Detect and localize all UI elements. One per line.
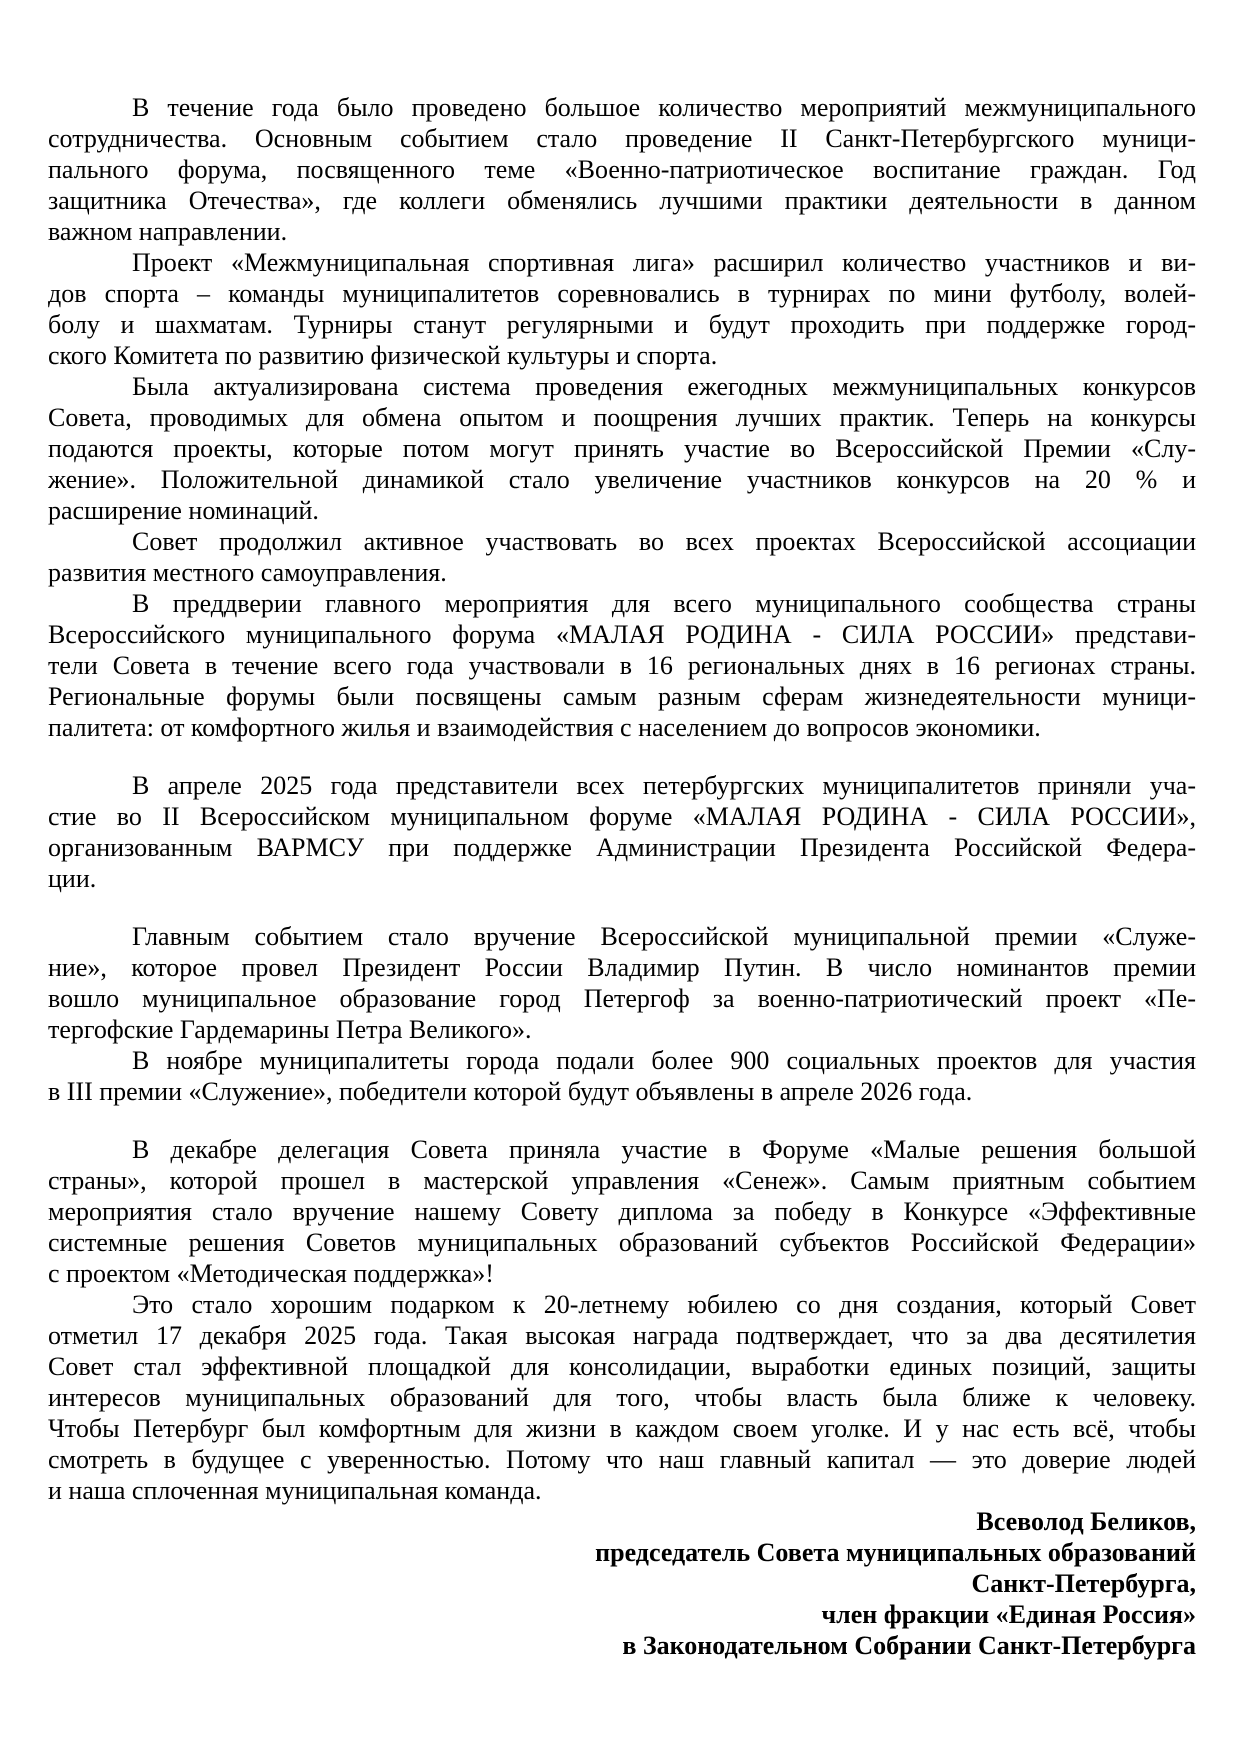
paragraph	[48, 921, 1196, 1045]
text-line: Была актуализирована система проведения ежегодных межмуниципальных конкурсов	[132, 372, 1196, 401]
text-line: системные решения Советов муниципальных образований субъектов Российской Федерации»	[48, 1228, 1196, 1257]
text-line: развития местного самоуправления.	[48, 558, 447, 587]
paragraph	[48, 770, 1196, 894]
text-line: вошло муниципальное образование город Петергоф за военно-патриотический проект «Пе-	[48, 984, 1196, 1013]
text-line: В течение года было проведено большое количество мероприятий межмуниципального	[132, 93, 1196, 122]
paragraph	[48, 371, 1196, 526]
paragraph	[48, 92, 1196, 247]
text-line: Совет стал эффективной площадкой для консолидации, выработки единых позиций, защиты	[48, 1352, 1196, 1381]
signature-title-line: в Законодательном Собрании Санкт-Петербурга	[622, 1631, 1196, 1660]
document-body	[48, 92, 1196, 1506]
paragraph	[48, 247, 1196, 371]
text-line: Чтобы Петербург был комфортным для жизни в каждом своем уголке. И у нас есть всё, чтобы	[48, 1414, 1196, 1443]
text-line: защитника Отечества», где коллеги обменялись лучшими практики деятельности в данном	[48, 186, 1196, 215]
text-line: В преддверии главного мероприятия для всего муниципального сообщества страны	[132, 589, 1196, 618]
text-line: сотрудничества. Основным событием стало проведение II Санкт-Петербургского муници-	[48, 124, 1196, 153]
text-line: тергофские Гардемарины Петра Великого».	[48, 1015, 532, 1044]
text-line: В апреле 2025 года представители всех петербургских муниципалитетов приняли уча-	[132, 771, 1196, 800]
paragraph	[48, 1134, 1196, 1289]
paragraph	[48, 1045, 1196, 1107]
text-line: Это стало хорошим подарком к 20-летнему юбилею со дня создания, который Совет	[132, 1290, 1196, 1319]
text-line: ского Комитета по развитию физической культуры и спорта.	[48, 341, 718, 370]
text-line: Главным событием стало вручение Всероссийской муниципальной премии «Служе-	[132, 922, 1196, 951]
text-line: жение». Положительной динамикой стало увеличение участников конкурсов на 20 % и	[48, 465, 1196, 494]
text-line: В ноябре муниципалитеты города подали более 900 социальных проектов для участия	[132, 1046, 1196, 1075]
text-line: с проектом «Методическая поддержка»!	[48, 1259, 494, 1288]
text-line: болу и шахматам. Турниры станут регулярными и будут проходить при поддержке город-	[48, 310, 1196, 339]
text-line: Всероссийского муниципального форума «МАЛАЯ РОДИНА - СИЛА РОССИИ» представи-	[48, 620, 1196, 649]
signature-title-line: Санкт-Петербурга,	[971, 1569, 1196, 1598]
text-line: смотреть в будущее с уверенностью. Потому что наш главный капитал — это доверие людей	[48, 1445, 1196, 1474]
text-line: ции.	[48, 864, 97, 893]
text-line: мероприятия стало вручение нашему Совету диплома за победу в Конкурсе «Эффективные	[48, 1197, 1196, 1226]
text-line: интересов муниципальных образований для того, чтобы власть была ближе к человеку.	[48, 1383, 1196, 1412]
text-line: Совета, проводимых для обмена опытом и поощрения лучших практик. Теперь на конкурсы	[48, 403, 1196, 432]
text-line: ние», которое провел Президент России Владимир Путин. В число номинантов премии	[48, 953, 1196, 982]
signature-title-line: председатель Совета муниципальных образований	[595, 1538, 1196, 1567]
text-line: расширение номинаций.	[48, 496, 319, 525]
text-line: в III премии «Служение», победители которой будут объявлены в апреле 2026 года.	[48, 1077, 973, 1106]
signature-block	[48, 1506, 1196, 1661]
signature-name: Всеволод Беликов,	[976, 1507, 1196, 1536]
text-line: и наша сплоченная муниципальная команда.	[48, 1476, 542, 1505]
text-line: палитета: от комфортного жилья и взаимодействия с населением до вопросов экономики.	[48, 713, 1041, 742]
text-line: тели Совета в течение всего года участвовали в 16 региональных днях в 16 регионах страны.	[48, 651, 1196, 680]
paragraph	[48, 588, 1196, 743]
text-line: дов спорта – команды муниципалитетов соревновались в турнирах по мини футболу, волей-	[48, 279, 1196, 308]
text-line: В декабре делегация Совета приняла участие в Форуме «Малые решения большой	[132, 1135, 1196, 1164]
signature-title-line: член фракции «Единая Россия»	[821, 1600, 1196, 1629]
text-line: организованным ВАРМСУ при поддержке Администрации Президента Российской Федера-	[48, 833, 1196, 862]
text-line: Региональные форумы были посвящены самым разным сферам жизнедеятельности муници-	[48, 682, 1196, 711]
text-line: пального форума, посвященного теме «Военно-патриотическое воспитание граждан. Год	[48, 155, 1196, 184]
text-line: стие во II Всероссийском муниципальном форуме «МАЛАЯ РОДИНА - СИЛА РОССИИ»,	[48, 802, 1196, 831]
text-line: Совет продолжил активное участвовать во всех проектах Всероссийской ассоциации	[132, 527, 1196, 556]
text-line: отметил 17 декабря 2025 года. Такая высокая награда подтверждает, что за два десятилетия	[48, 1321, 1196, 1350]
text-line: подаются проекты, которые потом могут принять участие во Всероссийской Премии «Слу-	[48, 434, 1196, 463]
text-line: важном направлении.	[48, 217, 288, 246]
text-line: Проект «Межмуниципальная спортивная лига» расширил количество участников и ви-	[132, 248, 1196, 277]
paragraph	[48, 526, 1196, 588]
paragraph	[48, 1289, 1196, 1506]
text-line: страны», которой прошел в мастерской управления «Сенеж». Самым приятным событием	[48, 1166, 1196, 1195]
